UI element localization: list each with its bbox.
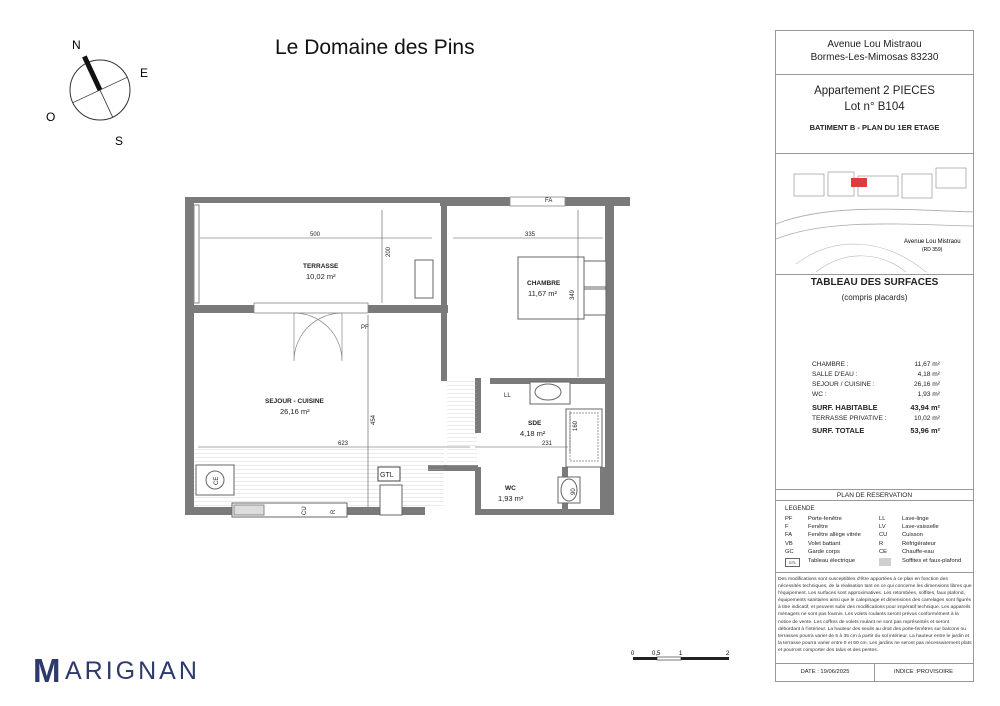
logo-m: M bbox=[33, 652, 60, 689]
scale-0: 0 bbox=[631, 651, 635, 657]
surface-label: WC : bbox=[812, 391, 827, 398]
surface-value: 53,96 m² bbox=[910, 426, 940, 435]
surface-value: 1,93 m² bbox=[917, 391, 940, 398]
legend-label: Fenêtre bbox=[808, 524, 828, 531]
room-wc-area: 1,93 m² bbox=[498, 494, 524, 503]
address-line1: Avenue Lou Mistraou bbox=[827, 39, 922, 50]
code-gtl: GTL bbox=[380, 472, 394, 479]
apartment-type: Appartement 2 PIECES bbox=[814, 85, 935, 97]
surface-value: 11,67 m² bbox=[914, 361, 940, 368]
surface-row bbox=[812, 415, 940, 425]
surface-row bbox=[812, 426, 940, 436]
surfaces-table-subtitle: (compris placards) bbox=[841, 293, 908, 302]
surface-label: SURF. TOTALE bbox=[812, 426, 865, 435]
surface-value: 10,02 m² bbox=[913, 415, 940, 422]
surface-row bbox=[812, 403, 940, 413]
room-sde-name: SDE bbox=[528, 420, 542, 427]
legend-label: Fenêtre allège vitrée bbox=[808, 532, 861, 539]
legend-code: F bbox=[785, 524, 789, 531]
disclaimer-notes: Des modifications sont susceptibles d'être apportées à ce plan en fonction des nécessités techniques, de la réalisation tant en ce qui concerne les dimensions libres que l'équipement. Les surfaces sont approximatives. Les retombées, soffites, faux plafond, équipements sanitaires ainsi que le calepinage et dimensions des carrelages sont figurés à titre indicatif, et peuvent subir des modifications pour impératif technique. Les appareils ménagers ne sont pas fournis. Les volets roulants seront prévus conformément à la notice de vente. Les coffres de volets roulant ne sont pas représentés et seront débordant à l'intérieur. La hauteur des seuils au droit des porte-fenêtres sur balcons ou terrasses pourra varier de 5 à 35 cm à partir du sol intérieur. La hauteur entre le jardin et la terrasse pourra varier entre 0 et 60 cm. Les jardins ne seront pas nécessairement plats et pourront comporter des talus et des pentes. bbox=[778, 577, 972, 653]
scale-bar bbox=[628, 650, 743, 672]
legend-code: PF bbox=[785, 516, 793, 522]
compass-rose bbox=[40, 35, 150, 150]
room-terrasse-name: TERRASSE bbox=[303, 263, 339, 270]
legend-code2: LV bbox=[879, 524, 886, 531]
surface-label: SURF. HABITABLE bbox=[812, 403, 878, 412]
building-floor: BATIMENT B - PLAN DU 1ER ETAGE bbox=[809, 123, 940, 132]
scale-2: 2 bbox=[726, 651, 730, 657]
compass-s: S bbox=[115, 134, 124, 148]
title-block bbox=[775, 30, 974, 682]
scale-05: 0,5 bbox=[652, 651, 661, 657]
marignan-logo bbox=[33, 652, 203, 689]
legend-label2: Chauffe-eau bbox=[902, 548, 934, 555]
dim-349: 349 bbox=[570, 289, 576, 300]
legend-code2: R bbox=[879, 540, 884, 547]
floor-plan bbox=[170, 185, 640, 530]
surface-label: CHAMBRE : bbox=[812, 361, 849, 368]
surface-row bbox=[812, 361, 940, 371]
scale-1: 1 bbox=[679, 651, 683, 657]
legend-code: VB bbox=[785, 540, 793, 547]
dim-454: 454 bbox=[371, 414, 377, 425]
legend-label: Volet battant bbox=[808, 540, 841, 547]
room-chambre-name: CHAMBRE bbox=[527, 280, 561, 287]
site-map bbox=[776, 154, 973, 274]
room-sde-area: 4,18 m² bbox=[520, 429, 546, 438]
legend-code2: LL bbox=[879, 516, 886, 522]
lot-number: Lot n° B104 bbox=[844, 101, 905, 113]
legend-code: GC bbox=[785, 548, 794, 555]
surface-row bbox=[812, 381, 940, 391]
legend-label2: Réfrigérateur bbox=[902, 540, 936, 547]
legend-label: Porte-fenêtre bbox=[808, 516, 842, 522]
room-sejour-area: 26,16 m² bbox=[280, 407, 310, 416]
compass-e: E bbox=[140, 66, 149, 80]
dim-90: 90 bbox=[571, 488, 577, 495]
legend-code: FA bbox=[785, 532, 793, 539]
compass-n: N bbox=[72, 38, 81, 52]
address-line2: Bormes-Les-Mimosas 83230 bbox=[810, 52, 939, 63]
dim-500: 500 bbox=[310, 232, 321, 238]
legend-code2: CU bbox=[879, 532, 888, 539]
dim-335: 335 bbox=[525, 232, 536, 238]
dim-623: 623 bbox=[338, 441, 349, 447]
legend-soffit-swatch bbox=[879, 558, 891, 566]
reservation-plan-label: PLAN DE RESERVATION bbox=[836, 492, 913, 499]
code-ce: CE bbox=[214, 476, 220, 485]
code-cu: CU bbox=[302, 506, 308, 515]
room-terrasse-area: 10,02 m² bbox=[306, 272, 336, 281]
code-r: R bbox=[331, 509, 337, 514]
dim-200: 200 bbox=[386, 246, 392, 257]
logo-text: ARIGNAN bbox=[65, 657, 200, 685]
compass-o: O bbox=[46, 110, 56, 124]
legend-label2: Lave-linge bbox=[902, 516, 929, 522]
surface-value: 26,16 m² bbox=[913, 381, 940, 388]
code-fa: FA bbox=[545, 198, 553, 204]
indice-field: INDICE :PROVISOIRE bbox=[894, 669, 953, 675]
legend-gtl-box: GTL bbox=[785, 558, 800, 567]
legend-label2: Cuisson bbox=[902, 532, 923, 539]
dim-231: 231 bbox=[542, 441, 553, 447]
surface-row bbox=[812, 371, 940, 381]
legend-gtl-label: Tableau électrique bbox=[808, 558, 856, 564]
surface-label: SALLE D'EAU : bbox=[812, 371, 858, 378]
surface-label: SEJOUR / CUISINE : bbox=[812, 381, 875, 388]
page-title: Le Domaine des Pins bbox=[275, 36, 475, 59]
legend-label: Garde corps bbox=[808, 548, 840, 555]
surface-value: 43,94 m² bbox=[910, 403, 940, 412]
room-wc-name: WC bbox=[505, 485, 516, 492]
code-pf: PF bbox=[361, 325, 369, 331]
map-label1: Avenue Lou Mistraou bbox=[904, 239, 961, 245]
dim-160: 160 bbox=[573, 420, 579, 431]
room-sejour-name: SEJOUR - CUISINE bbox=[265, 398, 324, 405]
legend-title: LEGENDE bbox=[785, 505, 815, 512]
legend-code2: CE bbox=[879, 548, 888, 555]
surface-row bbox=[812, 391, 940, 401]
map-label2: (RD 359) bbox=[922, 247, 943, 253]
surface-label: TERRASSE PRIVATIVE : bbox=[812, 415, 887, 422]
legend-soffit-label: Soffites et faux-plafond bbox=[902, 558, 962, 564]
legend-label2: Lave-vaisselle bbox=[902, 524, 939, 531]
code-ll: LL bbox=[504, 393, 511, 399]
surfaces-table-title: TABLEAU DES SURFACES bbox=[810, 277, 939, 288]
room-chambre-area: 11,67 m² bbox=[528, 289, 558, 298]
date-field: DATE : 19/06/2025 bbox=[800, 669, 850, 675]
surface-value: 4,18 m² bbox=[917, 371, 940, 378]
